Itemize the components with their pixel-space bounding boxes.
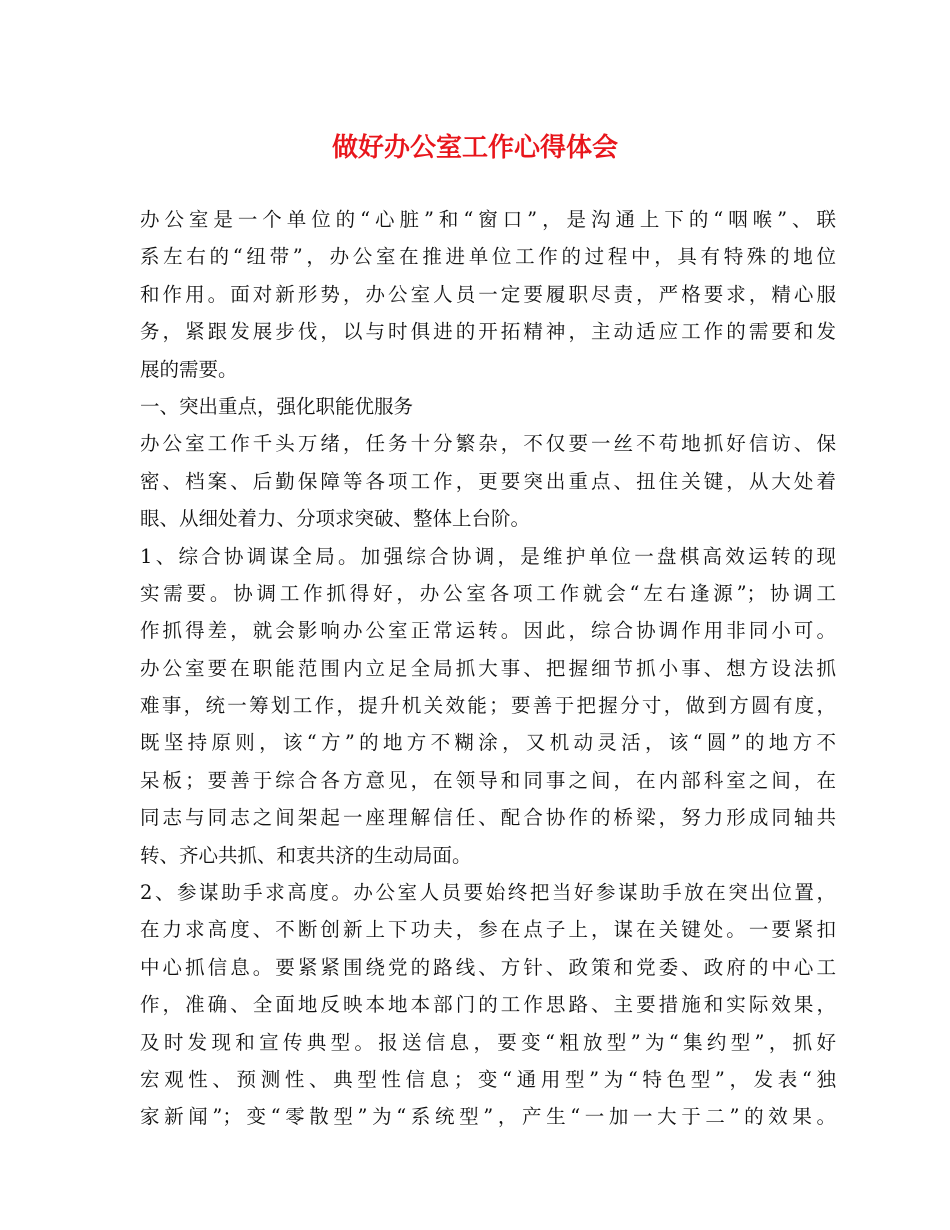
text-line: 既坚持原则，该“方”的地方不糊涂，又机动灵活，该“圆”的地方不 — [140, 731, 836, 755]
text-line: 密、档案、后勤保障等各项工作，更要突出重点、扭住关键，从大处着 — [140, 469, 836, 493]
text-line: 作，准确、全面地反映本地本部门的工作思路、主要措施和实际效果， — [140, 993, 836, 1017]
text-line: 呆板；要善于综合各方意见，在领导和同事之间，在内部科室之间，在 — [140, 768, 836, 792]
text-line: 和作用。面对新形势，办公室人员一定要履职尽责，严格要求，精心服 — [140, 282, 836, 306]
text-line: 难事，统一筹划工作，提升机关效能；要善于把握分寸，做到方圆有度， — [140, 694, 836, 718]
text-line: 宏观性、预测性、典型性信息；变“通用型”为“特色型”，发表“独 — [140, 1067, 836, 1091]
text-line: 实需要。协调工作抓得好，办公室各项工作就会“左右逢源”；协调工 — [140, 581, 836, 605]
text-line: 办公室是一个单位的“心脏”和“窗口”，是沟通上下的“咽喉”、联 — [140, 208, 836, 231]
text-line: 及时发现和宣传典型。报送信息，要变“粗放型”为“集约型”，抓好 — [140, 1030, 836, 1054]
text-line: 展的需要。 — [140, 357, 238, 381]
text-line: 务，紧跟发展步伐，以与时俱进的开拓精神，主动适应工作的需要和发 — [140, 320, 836, 344]
section-heading: 一、突出重点，强化职能优服务 — [140, 394, 414, 418]
text-line: 办公室工作千头万绪，任务十分繁杂，不仅要一丝不苟地抓好信访、保 — [140, 432, 836, 456]
text-line: 1、综合协调谋全局。加强综合协调，是维护单位一盘棋高效运转的现 — [140, 544, 836, 568]
document-title: 做好办公室工作心得体会 — [331, 133, 618, 163]
text-line: 办公室要在职能范围内立足全局抓大事、把握细节抓小事、想方设法抓 — [140, 656, 836, 680]
text-line: 同志与同志之间架起一座理解信任、配合协作的桥梁，努力形成同轴共 — [140, 806, 836, 830]
text-line: 在力求高度、不断创新上下功夫，参在点子上，谋在关键处。一要紧扣 — [140, 918, 836, 942]
text-line: 转、齐心共抓、和衷共济的生动局面。 — [140, 843, 472, 867]
text-line: 眼、从细处着力、分项求突破、整体上台阶。 — [140, 507, 531, 531]
text-line: 2、参谋助手求高度。办公室人员要始终把当好参谋助手放在突出位置， — [140, 881, 836, 905]
text-line: 系左右的“纽带”，办公室在推进单位工作的过程中，具有特殊的地位 — [140, 245, 836, 269]
document-body — [140, 201, 836, 1136]
text-line: 作抓得差，就会影响办公室正常运转。因此，综合协调作用非同小可。 — [140, 619, 836, 643]
text-line: 家新闻”；变“零散型”为“系统型”，产生“一加一大于二”的效果。 — [140, 1105, 836, 1129]
text-line: 中心抓信息。要紧紧围绕党的路线、方针、政策和党委、政府的中心工 — [140, 955, 836, 979]
